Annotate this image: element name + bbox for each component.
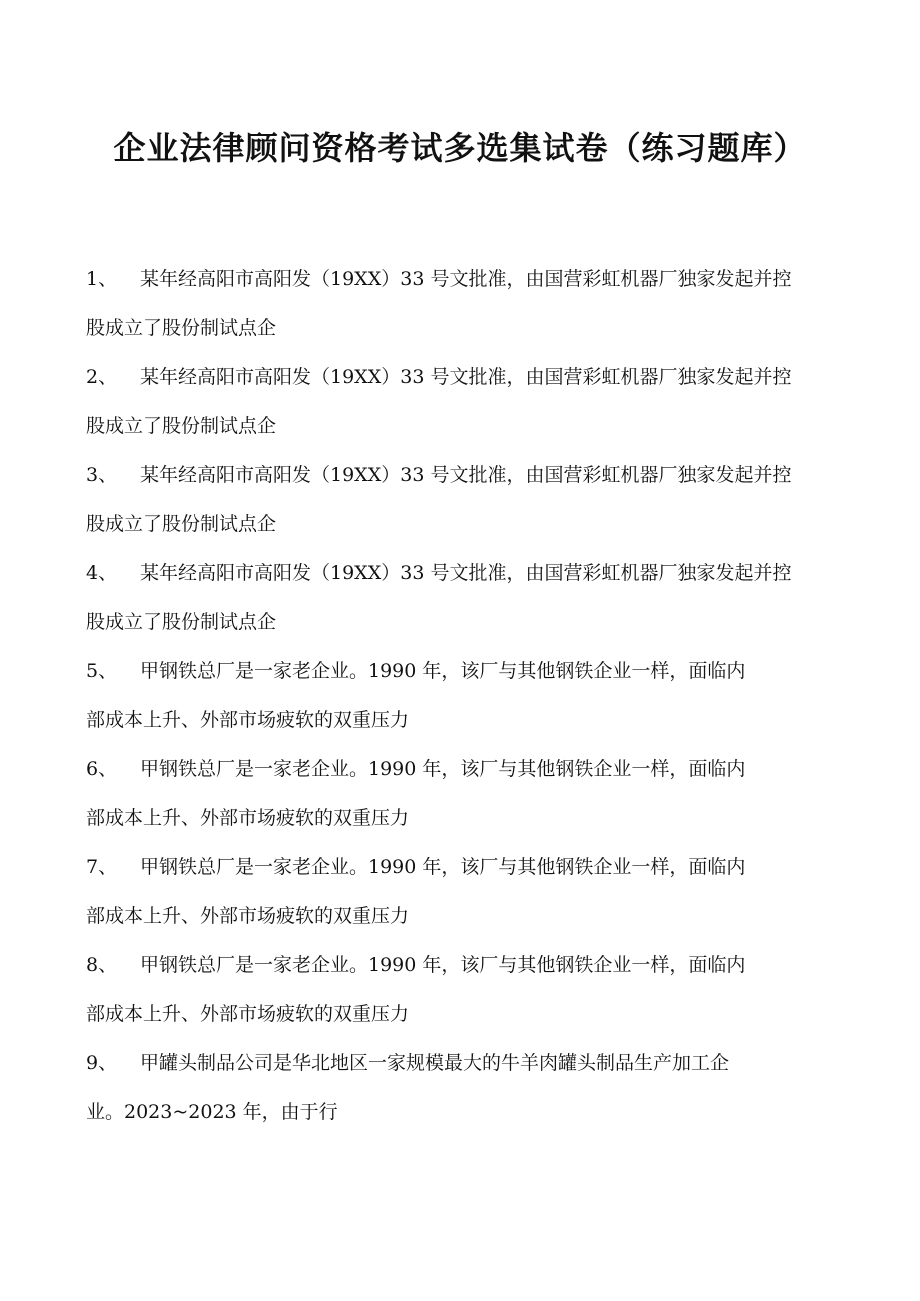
question-number: 8、 xyxy=(86,954,118,976)
question-text-line1: 甲钢铁总厂是一家老企业。1990 年，该厂与其他钢铁企业一样，面临内 xyxy=(140,660,746,682)
question-item xyxy=(86,745,836,843)
question-item xyxy=(86,549,836,647)
question-text-line1: 甲钢铁总厂是一家老企业。1990 年，该厂与其他钢铁企业一样，面临内 xyxy=(140,758,746,780)
question-text-line1: 甲钢铁总厂是一家老企业。1990 年，该厂与其他钢铁企业一样，面临内 xyxy=(140,856,746,878)
question-number: 4、 xyxy=(86,562,118,584)
document-title: 企业法律顾问资格考试多选集试卷（练习题库） xyxy=(113,129,807,167)
question-item xyxy=(86,941,836,1039)
question-text-line2: 股成立了股份制试点企 xyxy=(86,317,277,339)
question-number: 2、 xyxy=(86,366,118,388)
question-text-line2: 股成立了股份制试点企 xyxy=(86,415,277,437)
question-number: 1、 xyxy=(86,268,118,290)
question-number: 6、 xyxy=(86,758,118,780)
question-number: 9、 xyxy=(86,1052,118,1074)
question-number: 7、 xyxy=(86,856,118,878)
question-item xyxy=(86,647,836,745)
question-item xyxy=(86,353,836,451)
question-text-line1: 某年经高阳市高阳发（19XX）33 号文批准，由国营彩虹机器厂独家发起并控 xyxy=(140,562,792,584)
question-text-line1: 甲罐头制品公司是华北地区一家规模最大的牛羊肉罐头制品生产加工企 xyxy=(140,1052,730,1074)
question-number: 5、 xyxy=(86,660,118,682)
question-item xyxy=(86,451,836,549)
question-text-line2: 业。2023~2023 年，由于行 xyxy=(86,1101,338,1123)
question-text-line1: 某年经高阳市高阳发（19XX）33 号文批准，由国营彩虹机器厂独家发起并控 xyxy=(140,268,792,290)
question-number: 3、 xyxy=(86,464,118,486)
question-text-line2: 部成本上升、外部市场疲软的双重压力 xyxy=(86,905,410,927)
question-text-line2: 部成本上升、外部市场疲软的双重压力 xyxy=(86,1003,410,1025)
question-text-line2: 部成本上升、外部市场疲软的双重压力 xyxy=(86,709,410,731)
question-text-line2: 部成本上升、外部市场疲软的双重压力 xyxy=(86,807,410,829)
question-text-line1: 某年经高阳市高阳发（19XX）33 号文批准，由国营彩虹机器厂独家发起并控 xyxy=(140,464,792,486)
question-list xyxy=(86,255,836,1137)
question-text-line2: 股成立了股份制试点企 xyxy=(86,513,277,535)
question-text-line1: 甲钢铁总厂是一家老企业。1990 年，该厂与其他钢铁企业一样，面临内 xyxy=(140,954,746,976)
question-item xyxy=(86,1039,836,1137)
question-item xyxy=(86,255,836,353)
question-text-line2: 股成立了股份制试点企 xyxy=(86,611,277,633)
question-item xyxy=(86,843,836,941)
question-text-line1: 某年经高阳市高阳发（19XX）33 号文批准，由国营彩虹机器厂独家发起并控 xyxy=(140,366,792,388)
